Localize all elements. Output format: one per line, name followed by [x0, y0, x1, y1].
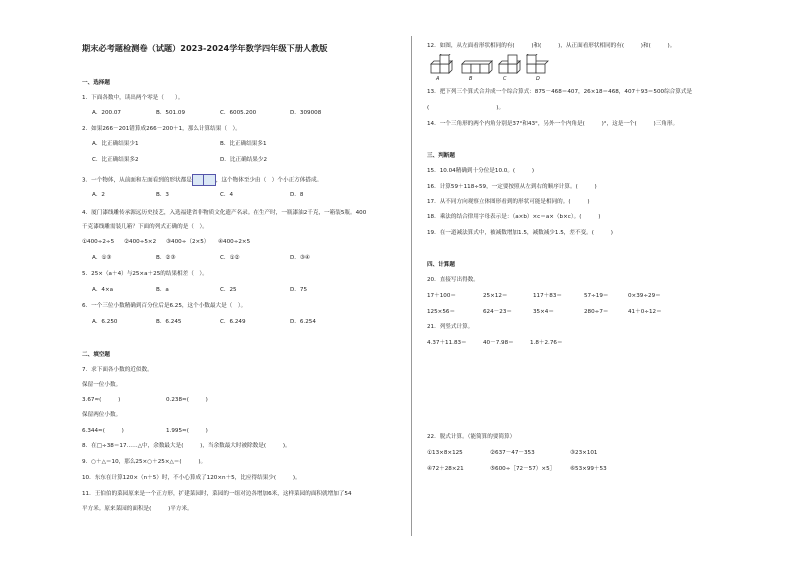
question-8: 8．在□÷38＝17……△中，余数最大是( )，当余数最大时被除数是( )。	[82, 443, 291, 449]
q20-r1-c2: 25×12＝	[483, 293, 508, 299]
cube-label-c: C	[503, 76, 507, 82]
q3-option-a: A．2	[92, 192, 105, 198]
cube-label-a: A	[436, 76, 440, 82]
q22-r2-c3: ⑥53×99＋53	[570, 466, 607, 472]
q22-r2-c2: ⑤600÷［72－57）×5］	[490, 466, 556, 472]
q6-option-d: D．6.254	[290, 319, 316, 325]
question-3	[82, 174, 322, 186]
question-12: 12．如图，从左面看形状相同的有( )和( )，从正面看形状相同的有( )和( )。	[427, 43, 676, 49]
section-choice: 一、选择题	[82, 80, 110, 86]
q2-option-d: D．比正确结果少2	[220, 157, 268, 163]
q22-r2-c1: ④72＋28×21	[427, 466, 464, 472]
q7-instruction-b: 保留两位小数。	[82, 412, 122, 418]
column-divider	[411, 36, 412, 536]
question-22: 22．脱式计算。（能简算的要简算）	[427, 434, 516, 440]
q5-option-a: A．4×a	[92, 287, 114, 293]
section-judge: 三、判断题	[427, 153, 455, 159]
q20-r2-c3: 35×4＝	[533, 309, 554, 315]
q22-r1-c1: ①13×8×125	[427, 450, 463, 456]
q3-text-pre: 3．一个物体，从前面和左面看到的形状都是	[82, 177, 192, 184]
question-15: 15．10.04精确到十分位是10.0。( )	[427, 168, 535, 174]
q22-r1-c2: ②637－47－353	[490, 450, 535, 456]
q7-item-a1: 3.67≈( )	[82, 397, 121, 403]
question-11-line-1: 11．王伯伯的菜园原来是一个正方形，扩建菜园时，菜园的一组对边各增加6米，这样菜园的面积就增加了54	[82, 491, 352, 497]
q20-r1-c4: 57÷19＝	[584, 293, 609, 299]
question-17: 17．从不同方向观察立体图形看到的形状可能是相同的。( )	[427, 199, 590, 205]
q20-r1-c5: 0×39÷29＝	[628, 293, 661, 299]
q1-option-d: D．309008	[290, 110, 322, 116]
q4-option-b: B．②③	[156, 255, 176, 261]
q20-r2-c4: 280÷7＝	[584, 309, 609, 315]
q7-item-b2: 1.995≈( )	[166, 428, 208, 434]
question-4-line-2: 千克漆线雕需装几箱？下面的列式正确的是（ ）。	[82, 224, 208, 230]
q4-option-a: A．①③	[92, 255, 112, 261]
q5-option-b: B．a	[156, 287, 169, 293]
page-title: 期末必考题检测卷（试题）2023-2024学年数学四年级下册人教版	[82, 43, 328, 53]
q6-option-a: A．6.250	[92, 319, 118, 325]
question-21: 21．列竖式计算。	[427, 324, 474, 330]
q1-option-c: C．6005.200	[220, 110, 257, 116]
q20-r1-c1: 17＋100＝	[427, 293, 456, 299]
question-16: 16．计算59＋118÷59，一定要按照从左到右的顺序计算。( )	[427, 184, 597, 190]
cube-figures	[429, 54, 549, 88]
question-13-line-2: ( )。	[427, 105, 505, 111]
question-4-line-1: 4．厦门漆线雕传承源远历史技艺，入选福建省非物质文化遗产名录。在生产时，一瓶漆油2千克，一箱装5瓶。400	[82, 210, 367, 216]
q4-option-d: D．③④	[290, 255, 310, 261]
q3-option-c: C．4	[220, 192, 234, 198]
q4-expr-4: ④400÷2×5	[218, 239, 251, 245]
section-fill-blank: 二、填空题	[82, 352, 110, 358]
q2-option-b: B．比正确结果多1	[220, 141, 267, 147]
question-14: 14．一个三角形的两个内角分别是37°和43°，另外一个内角是( )°，这是一个( )三角形。	[427, 121, 679, 127]
q2-option-a: A．比正确结果少1	[92, 141, 139, 147]
q4-expr-3: ③400÷（2×5）	[166, 239, 210, 245]
q7-instruction-a: 保留一位小数。	[82, 382, 122, 388]
q6-option-b: B．6.245	[156, 319, 182, 325]
q1-option-b: B．501.09	[156, 110, 186, 116]
q3-option-b: B．3	[156, 192, 169, 198]
q21-item-2: 40－7.98＝	[483, 340, 514, 346]
q4-option-c: C．①②	[220, 255, 240, 261]
question-11-line-2: 平方米。原来菜园的面积是( )平方米。	[82, 506, 193, 512]
question-19: 19．在一道减法算式中，被减数增加1.5，减数减少1.5，差不变。( )	[427, 230, 613, 236]
cube-label-d: D	[536, 76, 540, 82]
question-20: 20．直接写出得数。	[427, 277, 479, 283]
question-9: 9．○＋△＝10，那么25×○＋25×△＝( )。	[82, 459, 207, 465]
q21-item-1: 4.37＋11.83＝	[427, 340, 467, 346]
q1-option-a: A．200.07	[92, 110, 121, 116]
question-2: 2．如果266－201错算成266－200＋1，那么计算结果（ ）。	[82, 126, 241, 132]
question-1: 1．下面各数中，读出两个零是（ ）。	[82, 95, 184, 101]
q22-r1-c3: ③23×101	[570, 450, 598, 456]
question-18: 18．乘法的结合律用字母表示是：（a×b）×c＝a×（b×c）。( )	[427, 214, 601, 220]
q4-expr-2: ②400÷5×2	[124, 239, 157, 245]
question-5: 5．25×（a＋4）与25×a＋25的结果相差（ ）。	[82, 271, 208, 277]
q7-item-a2: 0.238≈( )	[166, 397, 208, 403]
cube-label-b: B	[469, 76, 473, 82]
q7-item-b1: 6.344≈( )	[82, 428, 124, 434]
two-square-shape-icon	[192, 174, 216, 186]
section-calc: 四、计算题	[427, 262, 455, 268]
question-7: 7．求下面各小数的近似数。	[82, 367, 153, 373]
q20-r2-c2: 624－23＝	[483, 309, 512, 315]
question-13-line-1: 13．把下列三个算式合并成一个综合算式：875－468＝407，26×18＝468，407＋93＝500综合算式是	[427, 89, 693, 95]
q4-expr-1: ①400÷2÷5	[82, 239, 115, 245]
q20-r2-c1: 125×56＝	[427, 309, 456, 315]
q20-r2-c5: 41＋0÷12＝	[628, 309, 662, 315]
q5-option-d: D．75	[290, 287, 308, 293]
q2-option-c: C．比正确结果多2	[92, 157, 139, 163]
q20-r1-c3: 117＋83＝	[533, 293, 562, 299]
q21-item-3: 1.8＋2.76＝	[530, 340, 563, 346]
q5-option-c: C．25	[220, 287, 237, 293]
q6-option-c: C．6.249	[220, 319, 246, 325]
question-10: 10．东东在计算120×（n＋5）时，不小心算成了120×n＋5，比应得结果少( )。	[82, 475, 301, 481]
question-6: 6．一个三位小数精确到百分位后是6.25，这个小数最大是（ ）。	[82, 303, 247, 309]
q3-option-d: D．8	[290, 192, 304, 198]
q3-text-post: ，这个物体至少由（ ）个小正方体搭成。	[215, 177, 323, 184]
